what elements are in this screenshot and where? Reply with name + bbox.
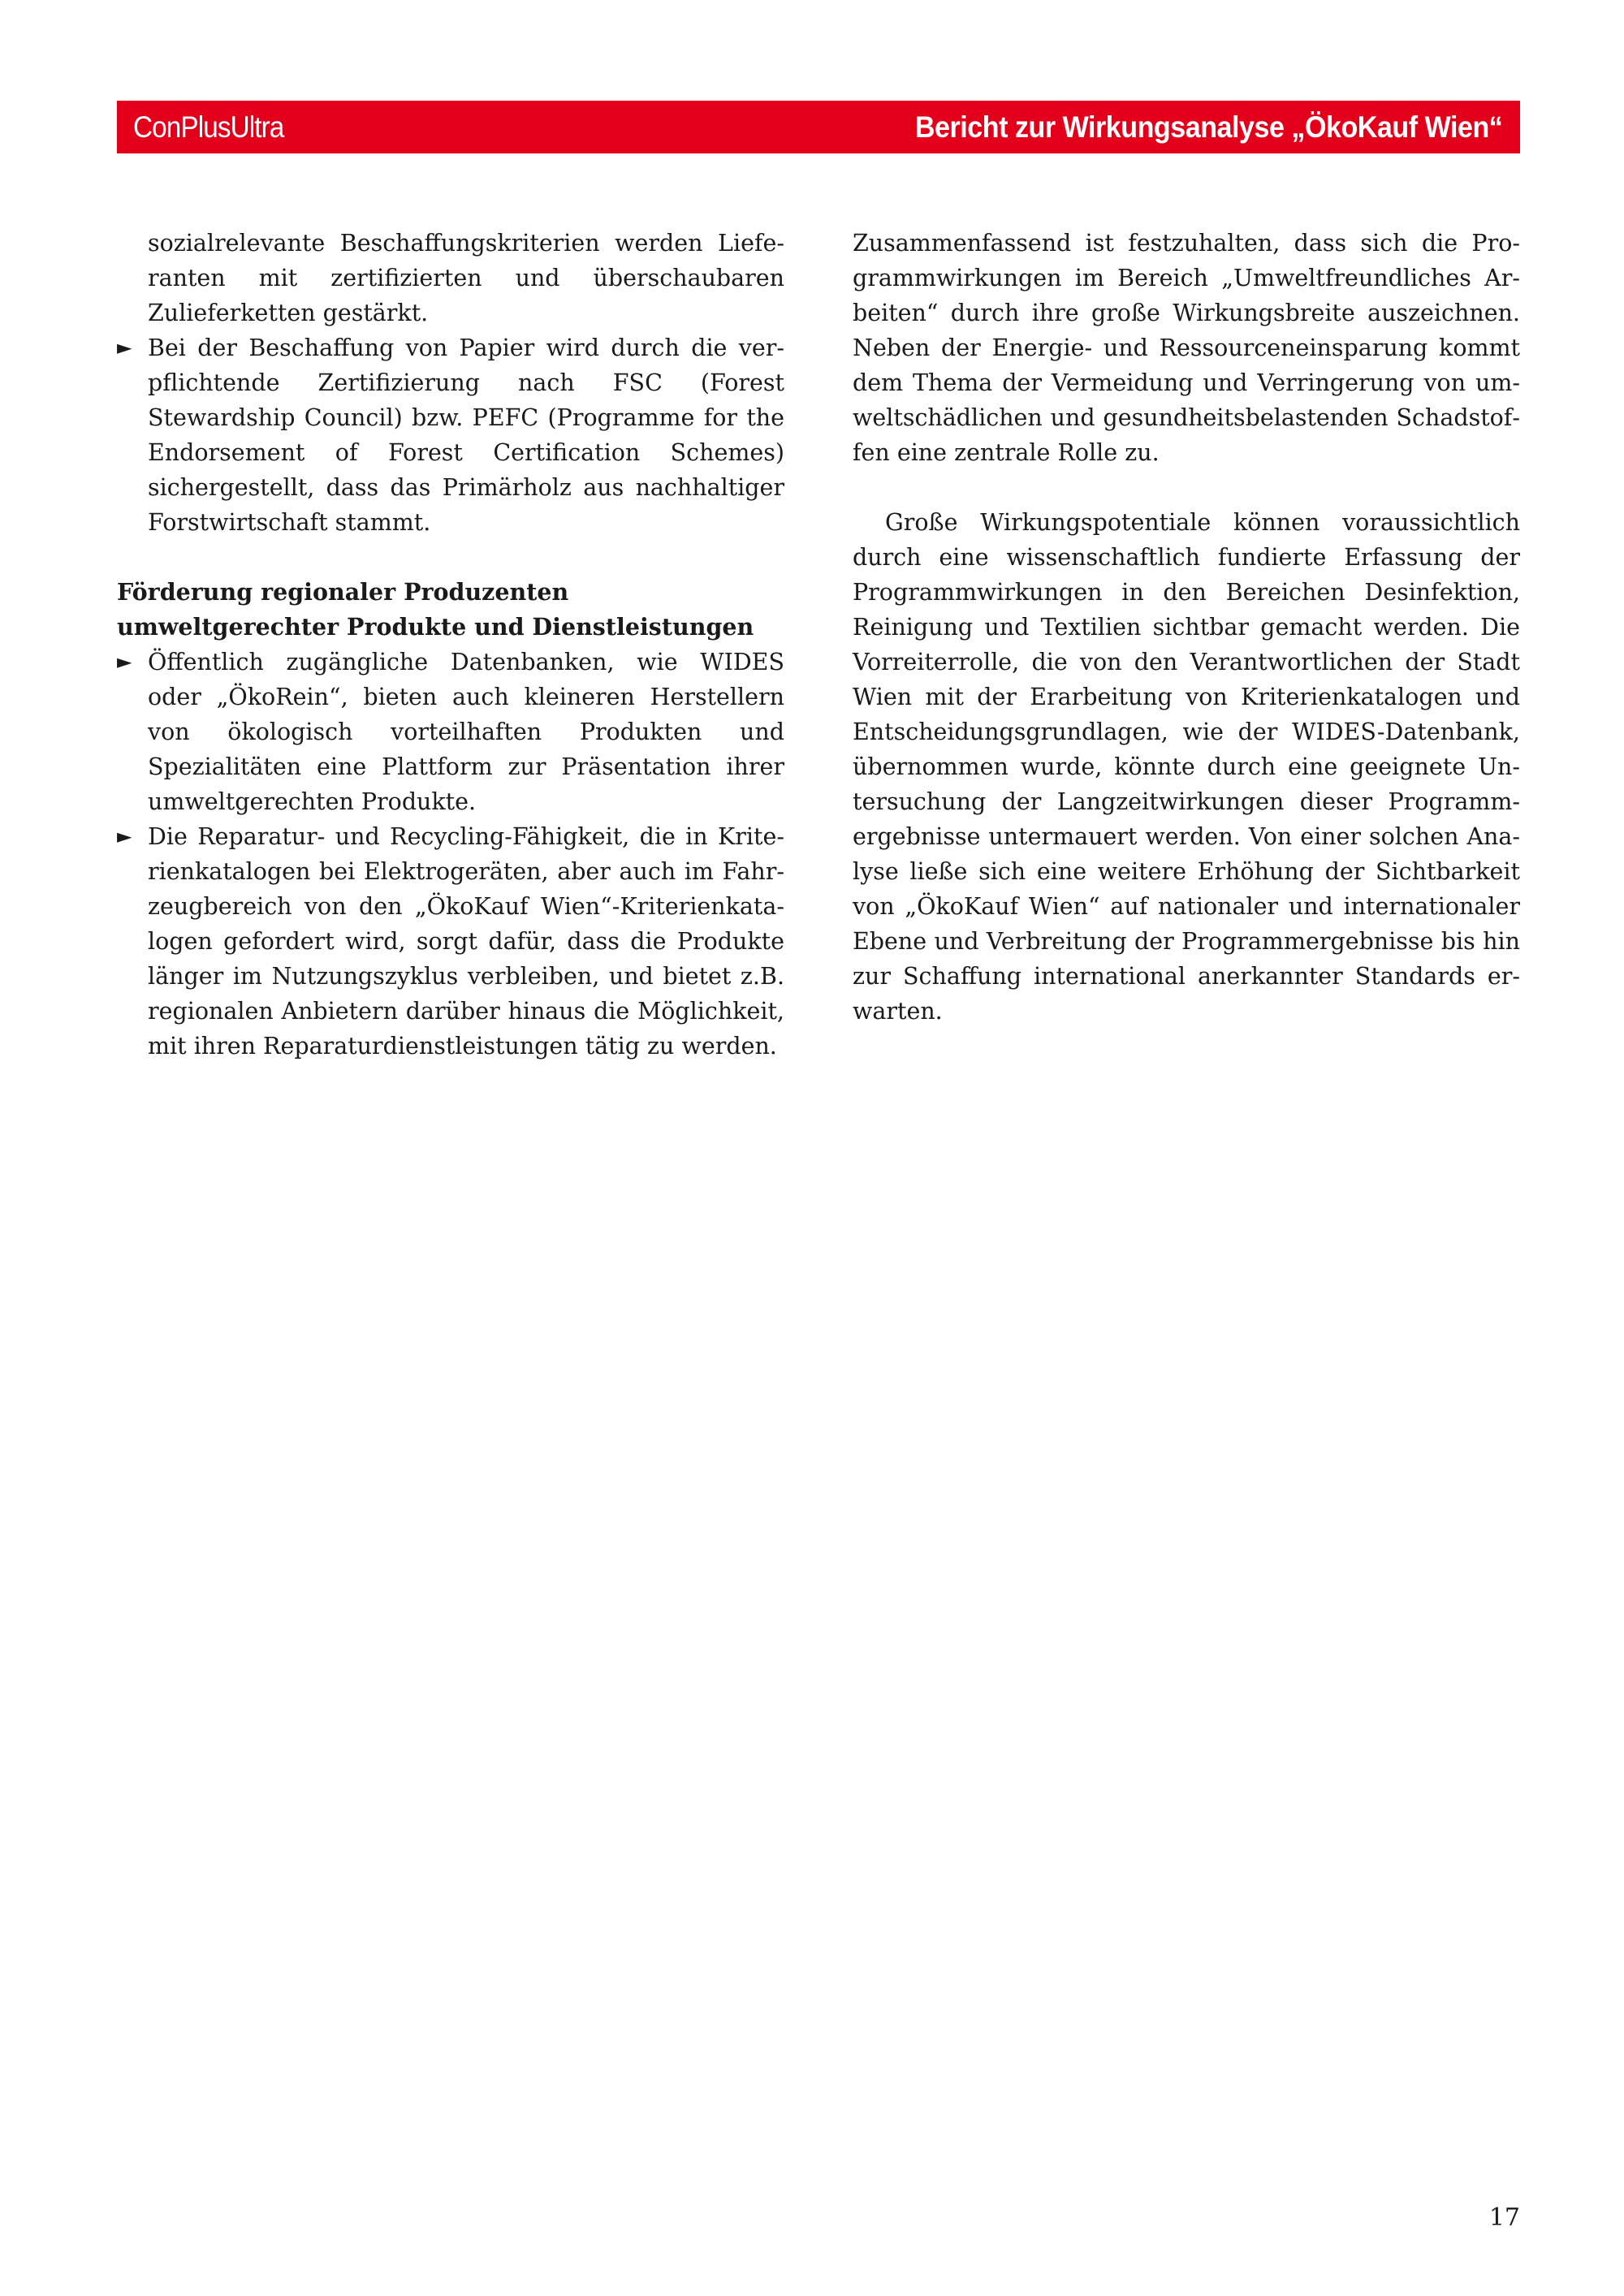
header-brand: ConPlusUltra xyxy=(133,110,284,144)
left-column xyxy=(117,226,784,1064)
page-number: 17 xyxy=(1488,2203,1520,2232)
list-item-text: Bei der Beschaffung von Papier wird durch die verpflichtende Zertifizierung nach FSC (Forest Stewardship Council) bzw. PEFC (Programme for the Endorsement of Forest Certification Schemes) sichergestellt, dass das Primärholz aus nachhaltiger Forstwirtschaft stammt. xyxy=(148,334,784,536)
bullet-arrow-icon: ► xyxy=(117,825,132,848)
list-item xyxy=(117,819,784,1064)
continuation-text: sozialrelevante Beschaffungskriterien werden Lieferanten mit zertifizierten und überschaubaren Zulieferketten gestärkt. xyxy=(148,230,784,326)
list-item-text: Die Reparatur- und Recycling-Fähigkeit, die in Kriterienkatalogen bei Elektrogeräten, aber auch im Fahrzeugbereich von den „ÖkoKauf Wien“-Kriterienkatalogen gefordert wird, sorgt dafür, dass die Produkte länger im Nutzungszyklus verbleiben, und bietet z.B. regionalen Anbietern darüber hinaus die Möglichkeit, mit ihren Reparaturdienstleistungen tätig zu werden. xyxy=(148,823,784,1060)
header-bar xyxy=(117,101,1520,153)
potential-paragraph: Große Wirkungspotentiale können voraussichtlich durch eine wissenschaftlich fundierte Erfassung der Programmwirkungen in den Bereichen Desinfektion, Reinigung und Textilien sichtbar gemacht werden. Die Vorreiterrolle, die von den Verantwortlichen der Stadt Wien mit der Erarbeitung von Kriterienkatalogen und Entscheidungsgrundlagen, wie der WIDES-Datenbank, übernommen wurde, könnte durch eine geeignete Untersuchung der Langzeitwirkungen dieser Programmergebnisse untermauert werden. Von einer solchen Analyse ließe sich eine weitere Erhöhung der Sichtbarkeit von „ÖkoKauf Wien“ auf nationaler und internationaler Ebene und Verbreitung der Programmergebnisse bis hin zur Schaffung international anerkannter Standards erwarten. xyxy=(853,509,1520,1025)
summary-paragraph: Zusammenfassend ist festzuhalten, dass sich die Programmwirkungen im Bereich „Umweltfreundliches Arbeiten“ durch ihre große Wirkungsbreite auszeichnen. Neben der Energie- und Ressourceneinsparung kommt dem Thema der Vermeidung und Verringerung von umweltschädlichen und gesundheitsbelastenden Schadstoffen eine zentrale Rolle zu. xyxy=(853,230,1520,466)
list-item-text: Öffentlich zugängliche Datenbanken, wie WIDES oder „ÖkoRein“, bieten auch kleineren Herstellern von ökologisch vorteilhaften Produkten und Spezialitäten eine Plattform zur Präsentation ihrer umweltgerechten Produkte. xyxy=(148,649,784,815)
section-heading: Förderung regionaler Produzenten umweltgerechter Produkte und Dienstleistungen xyxy=(117,578,754,641)
bullet-arrow-icon: ► xyxy=(117,650,132,673)
header-title: Bericht zur Wirkungsanalyse „ÖkoKauf Wien“ xyxy=(914,110,1502,144)
list-item xyxy=(117,645,784,819)
list-item xyxy=(117,330,784,540)
bullet-arrow-icon: ► xyxy=(117,336,132,359)
right-column xyxy=(853,226,1520,1029)
